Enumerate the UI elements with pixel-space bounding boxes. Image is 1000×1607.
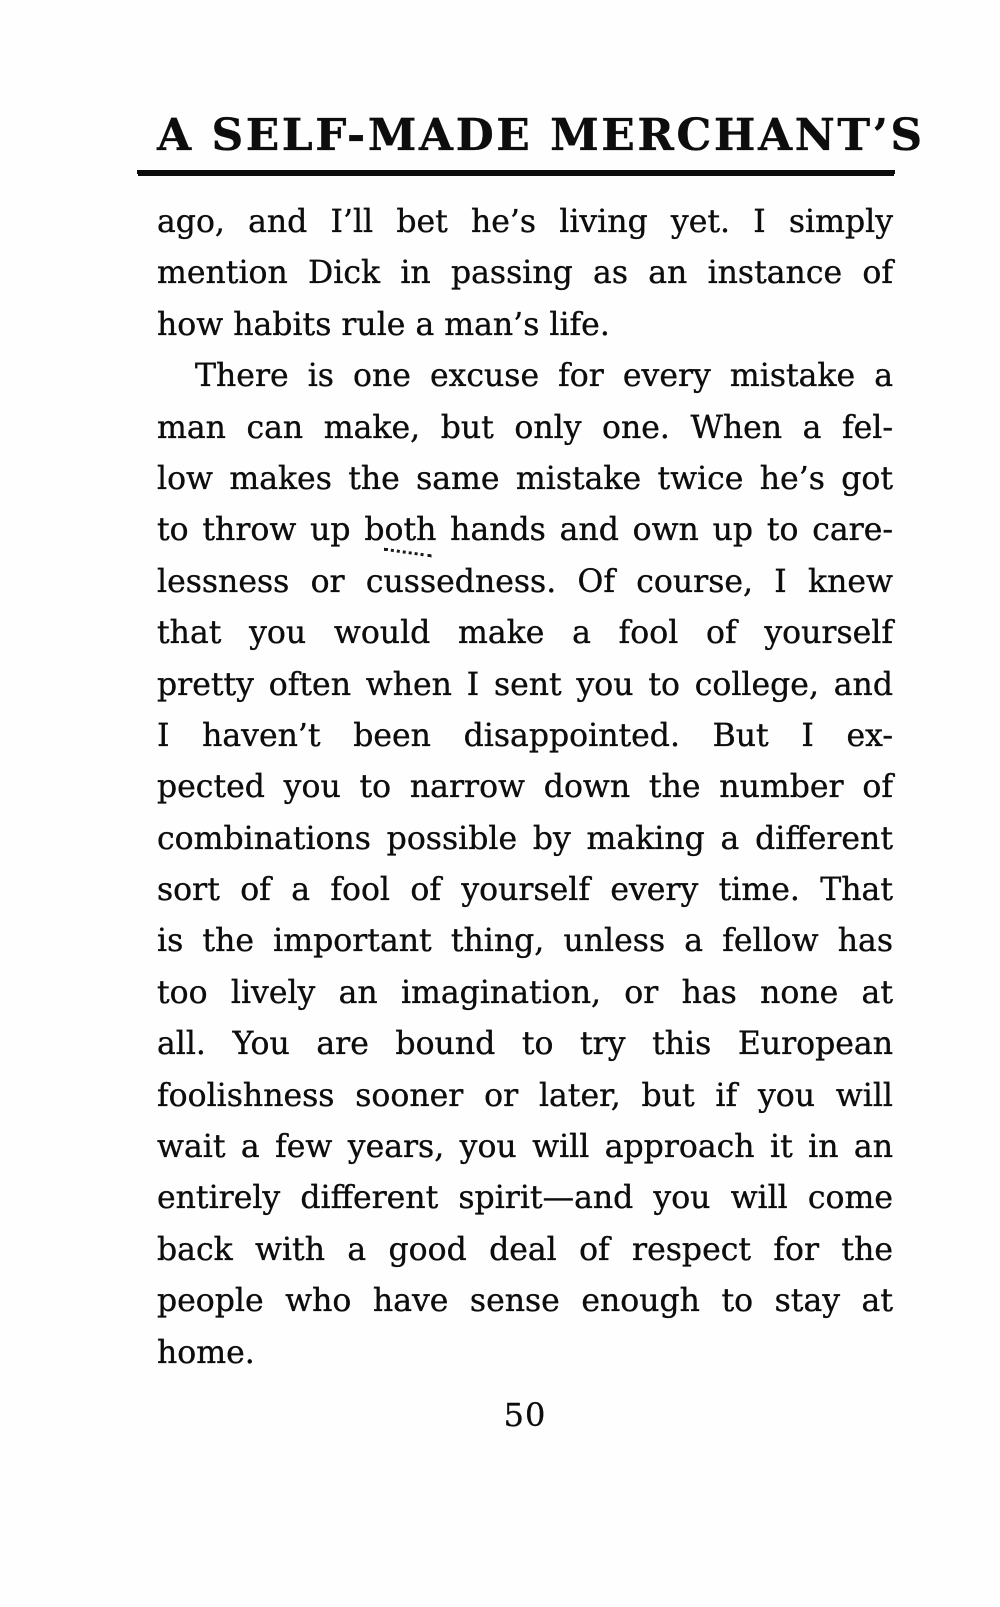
text-line: pected you to narrow down the number of	[157, 769, 893, 806]
text-line: entirely different spirit—and you will come	[157, 1180, 893, 1217]
text-line: people who have sense enough to stay at	[157, 1283, 893, 1320]
page-number: 50	[503, 1396, 547, 1434]
running-header: A SELF-MADE MERCHANT’S	[157, 110, 925, 161]
text-line: back with a good deal of respect for the	[157, 1231, 893, 1268]
text-line: pretty often when I sent you to college, and	[157, 666, 893, 703]
text-line: home.	[157, 1334, 255, 1371]
text-line: ago, and I’ll bet he’s living yet. I simply	[157, 204, 893, 240]
text-line: too lively an imagination, or has none at	[157, 974, 893, 1011]
text-line: low makes the same mistake twice he’s got	[157, 460, 893, 497]
text-line: There is one excuse for every mistake a	[195, 358, 893, 395]
text-line: mention Dick in passing as an instance of	[157, 255, 893, 292]
text-line: combinations possible by making a different	[157, 820, 893, 857]
text-line: to throw up both hands and own up to care-	[157, 512, 893, 549]
text-line: foolishness sooner or later, but if you will	[157, 1077, 893, 1114]
text-line: is the important thing, unless a fellow has	[157, 923, 893, 960]
text-line: lessness or cussedness. Of course, I knew	[157, 563, 893, 600]
text-line: all. You are bound to try this European	[157, 1026, 893, 1063]
text-line: wait a few years, you will approach it in an	[157, 1129, 893, 1166]
text-line: sort of a fool of yourself every time. That	[157, 872, 893, 909]
text-line: I haven’t been disappointed. But I ex-	[157, 717, 893, 754]
text-line: man can make, but only one. When a fel-	[157, 409, 893, 446]
text-line: how habits rule a man’s life.	[157, 306, 610, 343]
header-rule	[137, 170, 895, 174]
page-body	[157, 197, 893, 1379]
text-line: that you would make a fool of yourself	[157, 615, 893, 652]
